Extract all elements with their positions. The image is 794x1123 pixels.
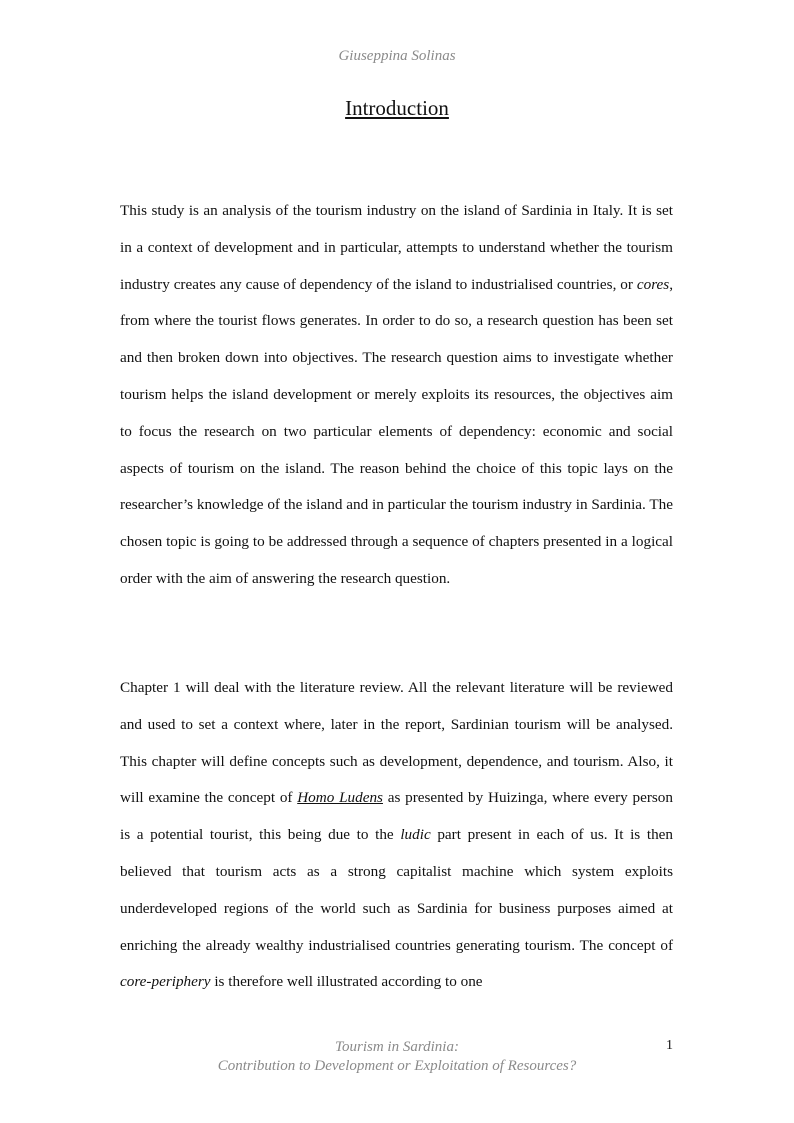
emphasis-core-periphery: core-periphery <box>120 973 211 991</box>
paragraph-1-text-b: , from where the tourist flows generates. In order to do so, a research question has been set and then broken down into objectives. The research question aims to investigate whether tourism helps the island development or merely exploits its resources, the objectives aim to focus the research on two particular elements of dependency: economic and social aspects of tourism on the island. The reason behind the choice of this topic lays on the researcher’s knowledge of the island and in particular the tourism industry in Sardinia. The chosen topic is going to be addressed through a sequence of chapters presented in a logical order with the aim of answering the research question. <box>120 275 673 587</box>
page-number: 1 <box>666 1038 673 1053</box>
emphasis-ludic: ludic <box>400 826 431 844</box>
paragraph-2-text-c: part present in each of us. It is then believed that tourism acts as a strong capitalist machine which system exploits underdeveloped regions of the world such as Sardinia for business purposes aimed at enriching the already wealthy industrialised countries generating tourism. The concept of <box>120 826 673 954</box>
body-paragraph-2 <box>120 670 673 1001</box>
footer-title-line-1: Tourism in Sardinia: <box>335 1039 459 1055</box>
running-header-author: Giuseppina Solinas <box>338 48 456 64</box>
page-title: Introduction <box>345 96 449 120</box>
running-footer <box>0 1038 794 1076</box>
body-paragraph-1 <box>120 193 673 598</box>
emphasis-cores: cores <box>636 275 670 293</box>
emphasis-homo-ludens: Homo Ludens <box>297 789 383 807</box>
paragraph-2-text-b: as presented by Huizinga, where every person is a potential tourist, this being due to the <box>120 789 673 844</box>
paragraph-2-text-a: Chapter 1 will deal with the literature review. All the relevant literature will be reviewed and used to set a context where, later in the report, Sardinian tourism will be analysed. This chapter will define concepts such as development, dependence, and tourism. Also, it will examine the concept of <box>120 679 673 807</box>
paragraph-2-text-d: is therefore well illustrated according to one <box>210 973 483 991</box>
footer-title-line-2: Contribution to Development or Exploitation of Resources? <box>217 1058 577 1074</box>
paragraph-1-text-a: This study is an analysis of the tourism industry on the island of Sardinia in Italy. It is set in a context of development and in particular, attempts to understand whether the tourism industry creates any cause of dependency of the island to industrialised countries, or <box>120 202 673 293</box>
